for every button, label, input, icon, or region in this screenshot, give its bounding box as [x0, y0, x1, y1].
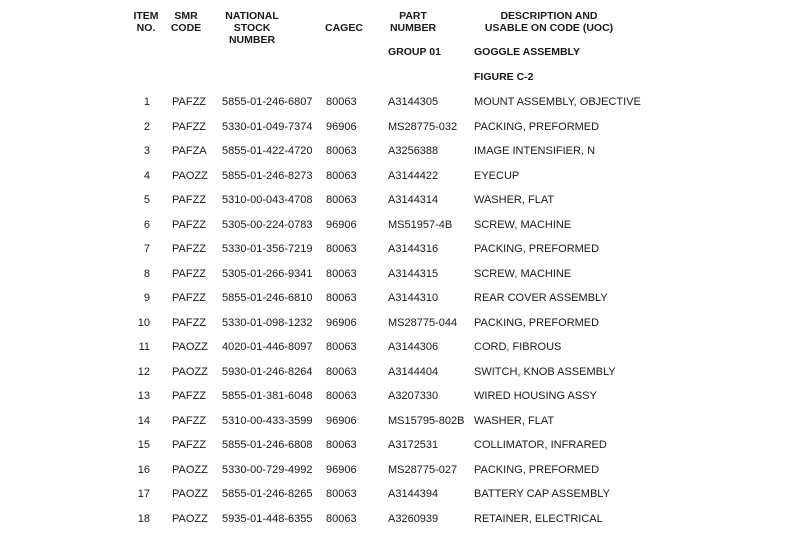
cagec-code-cell: 96906	[326, 119, 357, 135]
description-cell: BATTERY CAP ASSEMBLY	[474, 486, 610, 502]
part-number-cell: A3144310	[388, 290, 438, 306]
description-cell: SWITCH, KNOB ASSEMBLY	[474, 364, 616, 380]
stock-number-cell: 5855-01-246-8265	[222, 486, 313, 502]
smr-code-cell: PAFZZ	[172, 315, 206, 331]
part-number-cell: A3144316	[388, 241, 438, 257]
part-number-cell: MS28775-032	[388, 119, 457, 135]
item-number-cell: 10	[126, 315, 150, 331]
stock-number-cell: 4020-01-446-8097	[222, 339, 313, 355]
description-cell: WASHER, FLAT	[474, 192, 554, 208]
smr-code-cell: PAFZZ	[172, 388, 206, 404]
description-cell: IMAGE INTENSIFIER, N	[474, 143, 595, 159]
smr-code-cell: PAOZZ	[172, 364, 208, 380]
cagec-code-cell: 96906	[326, 217, 357, 233]
part-number-cell: MS28775-027	[388, 462, 457, 478]
table-row	[0, 339, 800, 364]
table-row	[0, 143, 800, 168]
item-number-cell: 9	[126, 290, 150, 306]
smr-code-cell: PAOZZ	[172, 486, 208, 502]
part-number-cell: A3144305	[388, 94, 438, 110]
smr-code-cell: PAOZZ	[172, 462, 208, 478]
table-row	[0, 94, 800, 119]
table-row	[0, 217, 800, 242]
stock-number-cell: 5310-00-433-3599	[222, 413, 313, 429]
item-number-cell: 3	[126, 143, 150, 159]
table-row	[0, 192, 800, 217]
cagec-code-cell: 80063	[326, 192, 357, 208]
smr-code-cell: PAFZA	[172, 143, 207, 159]
item-number-cell: 14	[126, 413, 150, 429]
stock-number-cell: 5855-01-246-6808	[222, 437, 313, 453]
description-cell: PACKING, PREFORMED	[474, 241, 599, 257]
description-cell: WASHER, FLAT	[474, 413, 554, 429]
smr-code-cell: PAOZZ	[172, 511, 208, 527]
description-cell: SCREW, MACHINE	[474, 266, 571, 282]
table-row	[0, 241, 800, 266]
smr-code-cell: PAFZZ	[172, 241, 206, 257]
item-number-cell: 15	[126, 437, 150, 453]
smr-code-cell: PAOZZ	[172, 168, 208, 184]
item-number-cell: 5	[126, 192, 150, 208]
table-row	[0, 462, 800, 487]
part-number-cell: A3144422	[388, 168, 438, 184]
smr-code-cell: PAFZZ	[172, 94, 206, 110]
stock-number-cell: 5935-01-448-6355	[222, 511, 313, 527]
header-national-stock-number: NATIONAL STOCK NUMBER	[220, 10, 284, 46]
smr-code-cell: PAFZZ	[172, 290, 206, 306]
part-number-cell: MS51957-4B	[388, 217, 452, 233]
description-cell: PACKING, PREFORMED	[474, 462, 599, 478]
header-part-number: PART NUMBER	[388, 10, 438, 34]
cagec-code-cell: 80063	[326, 437, 357, 453]
cagec-code-cell: 80063	[326, 94, 357, 110]
header-item-no: ITEM NO.	[128, 10, 164, 34]
stock-number-cell: 5855-01-246-6810	[222, 290, 313, 306]
table-row	[0, 364, 800, 389]
part-number-cell: A3144314	[388, 192, 438, 208]
smr-code-cell: PAFZZ	[172, 217, 206, 233]
stock-number-cell: 5855-01-246-8273	[222, 168, 313, 184]
table-row	[0, 266, 800, 291]
stock-number-cell: 5330-01-049-7374	[222, 119, 313, 135]
table-row	[0, 437, 800, 462]
stock-number-cell: 5330-01-098-1232	[222, 315, 313, 331]
cagec-code-cell: 80063	[326, 241, 357, 257]
part-number-cell: A3144306	[388, 339, 438, 355]
item-number-cell: 17	[126, 486, 150, 502]
item-number-cell: 8	[126, 266, 150, 282]
stock-number-cell: 5855-01-246-6807	[222, 94, 313, 110]
item-number-cell: 4	[126, 168, 150, 184]
description-cell: RETAINER, ELECTRICAL	[474, 511, 603, 527]
part-number-cell: A3144404	[388, 364, 438, 380]
part-number-cell: A3256388	[388, 143, 438, 159]
description-cell: PACKING, PREFORMED	[474, 315, 599, 331]
item-number-cell: 16	[126, 462, 150, 478]
item-number-cell: 11	[126, 339, 150, 355]
part-number-cell: A3260939	[388, 511, 438, 527]
cagec-code-cell: 80063	[326, 511, 357, 527]
item-number-cell: 13	[126, 388, 150, 404]
table-row	[0, 119, 800, 144]
stock-number-cell: 5305-00-224-0783	[222, 217, 313, 233]
smr-code-cell: PAFZZ	[172, 119, 206, 135]
smr-code-cell: PAOZZ	[172, 339, 208, 355]
part-number-cell: A3144315	[388, 266, 438, 282]
cagec-code-cell: 96906	[326, 462, 357, 478]
table-row	[0, 315, 800, 340]
cagec-code-cell: 80063	[326, 290, 357, 306]
header-cagec: CAGEC	[325, 22, 363, 34]
stock-number-cell: 5305-01-266-9341	[222, 266, 313, 282]
stock-number-cell: 5330-01-356-7219	[222, 241, 313, 257]
smr-code-cell: PAFZZ	[172, 413, 206, 429]
part-number-cell: A3172531	[388, 437, 438, 453]
smr-code-cell: PAFZZ	[172, 192, 206, 208]
part-number-cell: A3207330	[388, 388, 438, 404]
smr-code-cell: PAFZZ	[172, 437, 206, 453]
item-number-cell: 18	[126, 511, 150, 527]
item-number-cell: 1	[126, 94, 150, 110]
table-row	[0, 290, 800, 315]
group-title: GOGGLE ASSEMBLY	[474, 46, 580, 58]
description-cell: PACKING, PREFORMED	[474, 119, 599, 135]
item-number-cell: 6	[126, 217, 150, 233]
item-number-cell: 12	[126, 364, 150, 380]
cagec-code-cell: 80063	[326, 143, 357, 159]
header-smr-code: SMR CODE	[168, 10, 204, 34]
description-cell: REAR COVER ASSEMBLY	[474, 290, 608, 306]
table-row	[0, 511, 800, 535]
table-row	[0, 486, 800, 511]
table-row	[0, 413, 800, 438]
description-cell: MOUNT ASSEMBLY, OBJECTIVE	[474, 94, 641, 110]
header-description: DESCRIPTION AND USABLE ON CODE (UOC)	[474, 10, 624, 34]
cagec-code-cell: 96906	[326, 413, 357, 429]
part-number-cell: MS15795-802B	[388, 413, 464, 429]
cagec-code-cell: 80063	[326, 266, 357, 282]
cagec-code-cell: 80063	[326, 388, 357, 404]
description-cell: COLLIMATOR, INFRARED	[474, 437, 607, 453]
description-cell: EYECUP	[474, 168, 519, 184]
stock-number-cell: 5930-01-246-8264	[222, 364, 313, 380]
table-row	[0, 168, 800, 193]
stock-number-cell: 5330-00-729-4992	[222, 462, 313, 478]
part-number-cell: MS28775-044	[388, 315, 457, 331]
cagec-code-cell: 96906	[326, 315, 357, 331]
description-cell: SCREW, MACHINE	[474, 217, 571, 233]
part-number-cell: A3144394	[388, 486, 438, 502]
stock-number-cell: 5310-00-043-4708	[222, 192, 313, 208]
table-row	[0, 388, 800, 413]
smr-code-cell: PAFZZ	[172, 266, 206, 282]
description-cell: CORD, FIBROUS	[474, 339, 561, 355]
cagec-code-cell: 80063	[326, 168, 357, 184]
stock-number-cell: 5855-01-422-4720	[222, 143, 313, 159]
item-number-cell: 7	[126, 241, 150, 257]
item-number-cell: 2	[126, 119, 150, 135]
cagec-code-cell: 80063	[326, 339, 357, 355]
group-label: GROUP 01	[388, 46, 441, 58]
cagec-code-cell: 80063	[326, 486, 357, 502]
cagec-code-cell: 80063	[326, 364, 357, 380]
stock-number-cell: 5855-01-381-6048	[222, 388, 313, 404]
description-cell: WIRED HOUSING ASSY	[474, 388, 597, 404]
parts-table-body	[0, 94, 800, 535]
figure-label: FIGURE C-2	[474, 71, 534, 83]
